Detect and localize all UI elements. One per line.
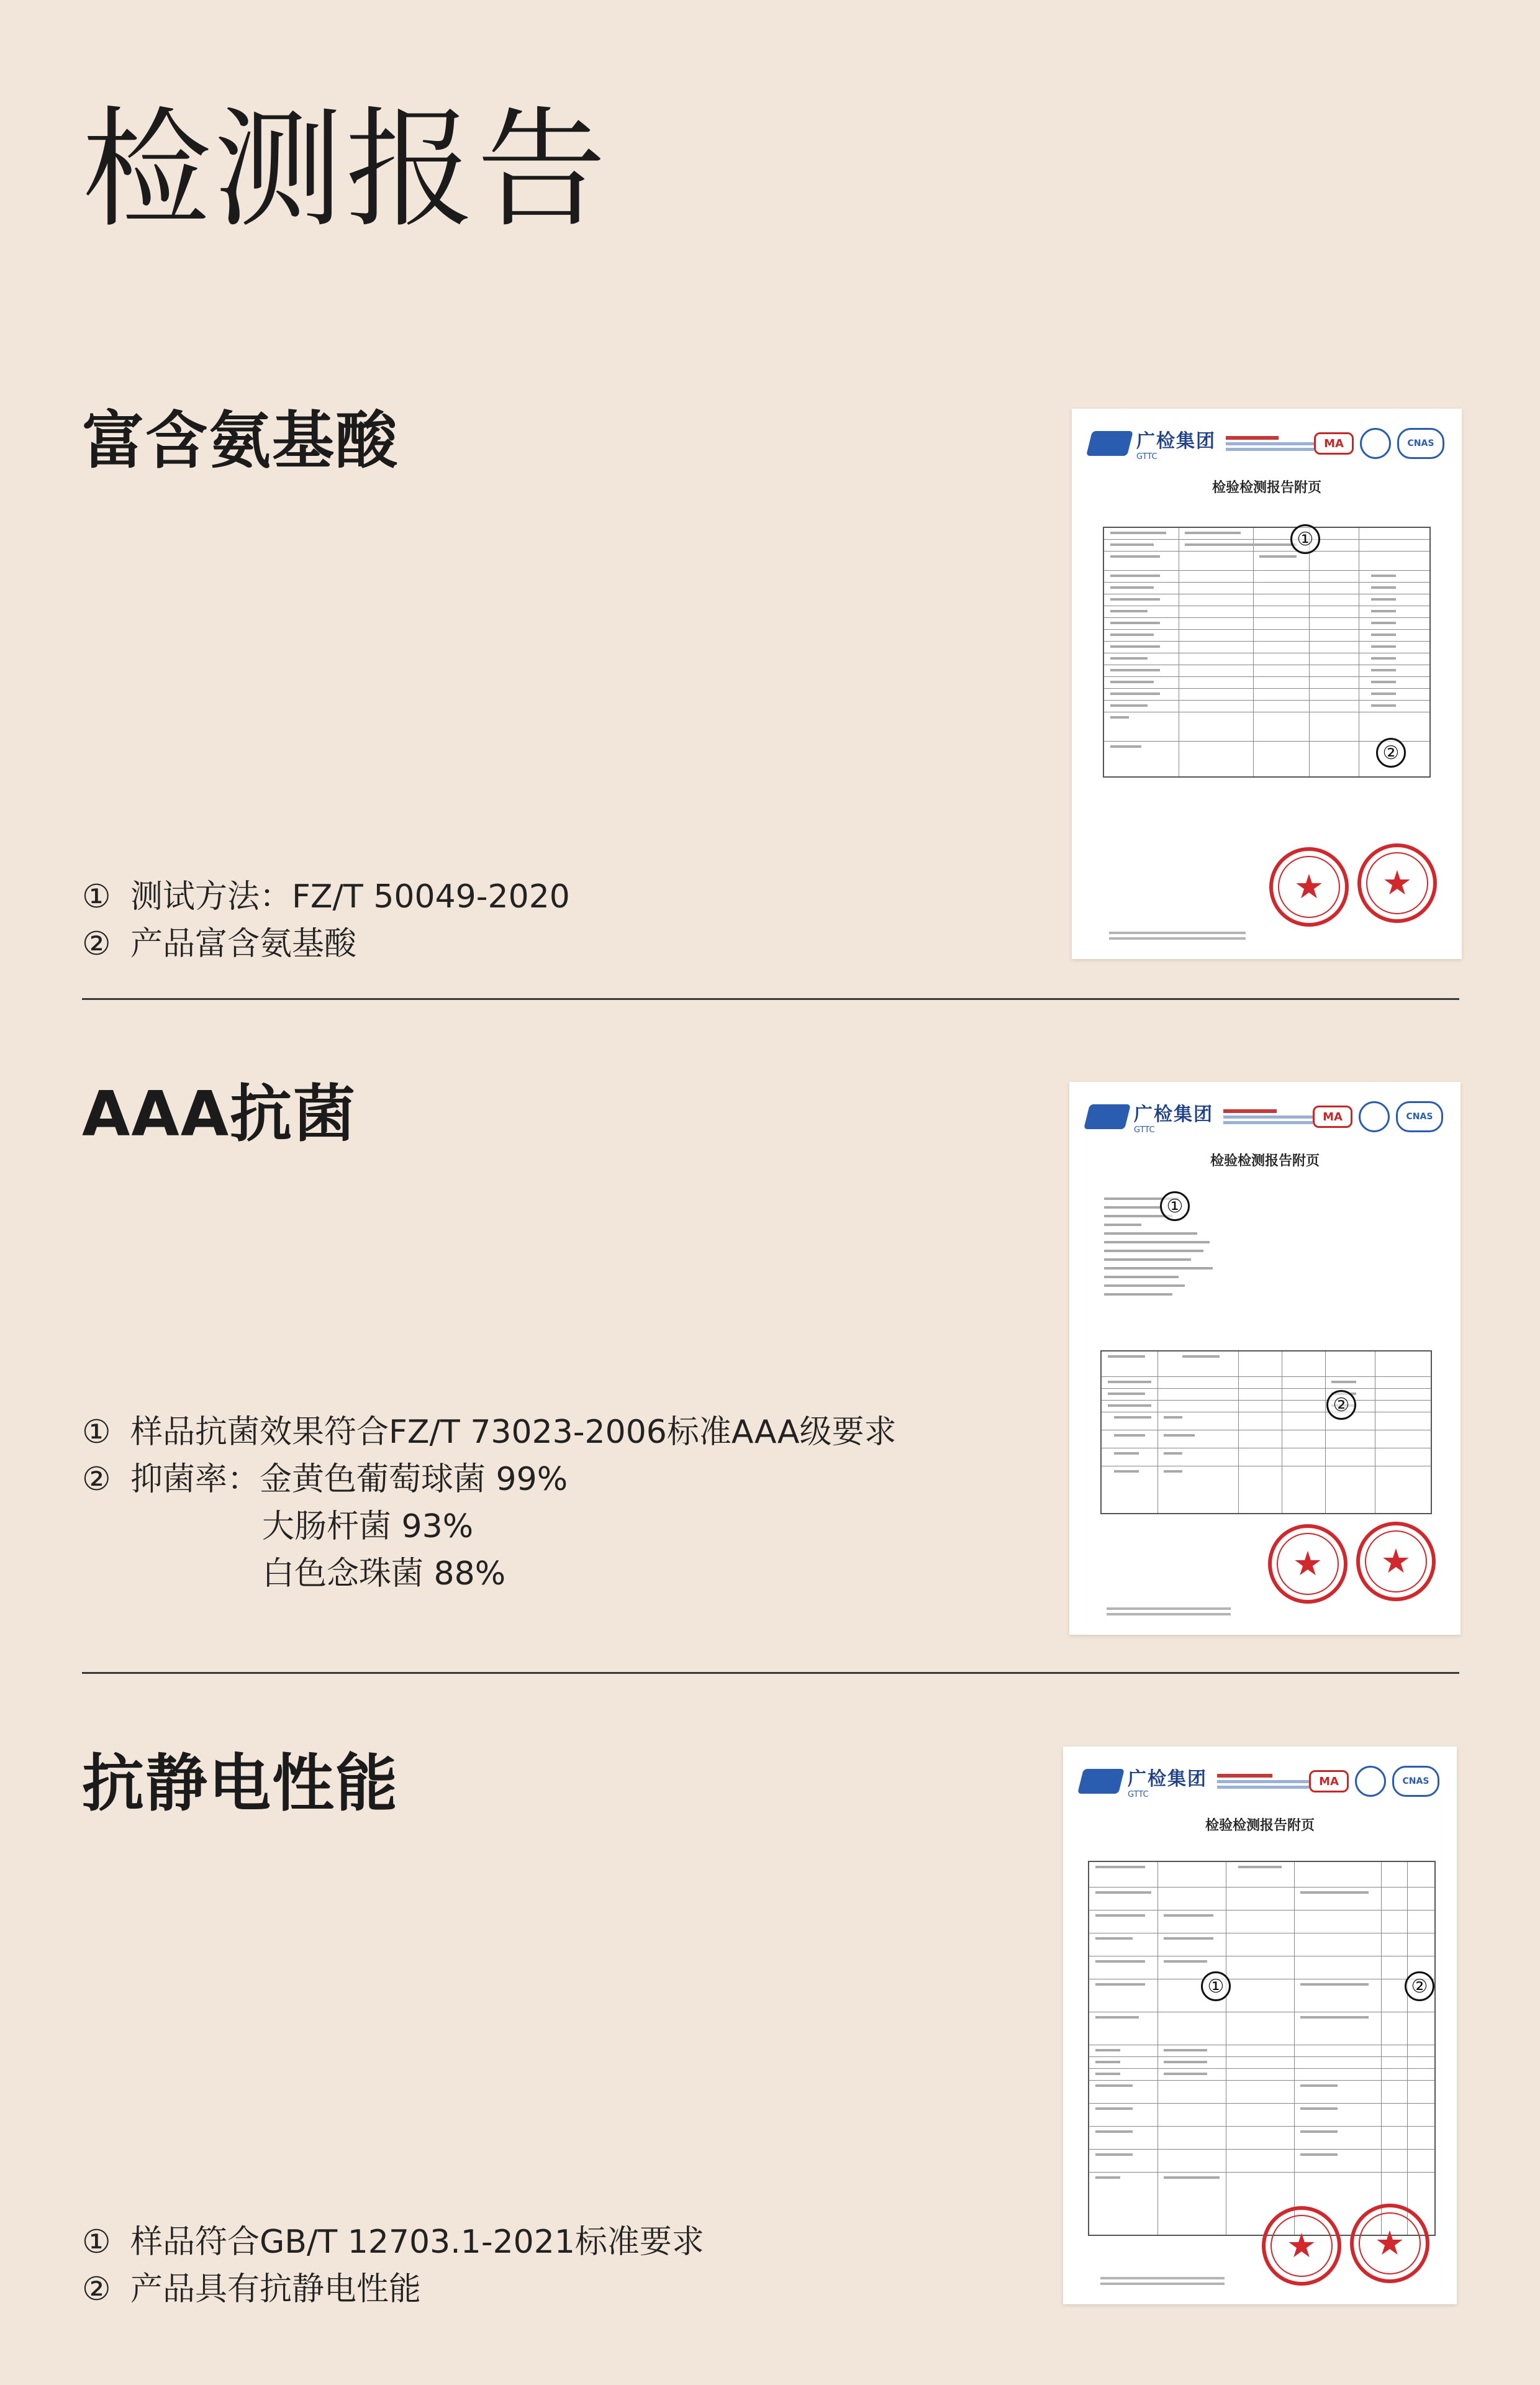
section-notes [82, 1409, 896, 1597]
red-seal-icon: ★ [1356, 1522, 1436, 1601]
note-2-line-2: 大肠杆菌 93% [262, 1508, 474, 1545]
note-1: ① 样品抗菌效果符合FZ/T 73023-2006标准AAA级要求 [82, 1414, 897, 1451]
ilac-badge-icon [1359, 1101, 1390, 1132]
ma-badge-icon: MA [1309, 1770, 1349, 1792]
red-seal-icon: ★ [1262, 2206, 1341, 2286]
certification-badges [1314, 428, 1444, 459]
note-2: ② 产品富含氨基酸 [82, 925, 357, 963]
section-title: 富含氨基酸 [82, 404, 399, 477]
gttc-logo-icon [1086, 431, 1133, 456]
org-address-lines [1226, 434, 1314, 453]
note-2-line-3: 白色念珠菌 88% [262, 1555, 506, 1592]
red-seal-icon: ★ [1357, 843, 1437, 923]
callout-1-icon: ① [1290, 524, 1320, 554]
note-1: ① 测试方法：FZ/T 50049-2020 [82, 878, 570, 915]
note-2: ② 产品具有抗静电性能 [82, 2271, 422, 2308]
section-divider [82, 1672, 1459, 1674]
report-heading: 检验检测报告附页 [1212, 479, 1321, 496]
section-notes [82, 2219, 704, 2313]
gttc-logo-icon [1077, 1769, 1125, 1794]
org-address-lines [1217, 1771, 1309, 1791]
ma-badge-icon: MA [1313, 1106, 1352, 1128]
section-notes [82, 873, 570, 968]
report-table [1103, 527, 1431, 778]
ma-badge-icon: MA [1314, 432, 1354, 455]
report-header [1087, 1097, 1443, 1137]
ilac-badge-icon [1355, 1766, 1386, 1797]
test-report-image [1072, 409, 1462, 959]
callout-2-icon: ② [1376, 738, 1406, 768]
section-title: AAA抗菌 [82, 1078, 357, 1150]
report-header [1080, 1761, 1439, 1801]
test-report-image [1069, 1082, 1461, 1635]
report-header [1089, 424, 1444, 463]
gttc-logo: 广检集团 GTTC [1080, 1763, 1207, 1799]
report-table [1100, 1350, 1432, 1514]
report-heading: 检验检测报告附页 [1210, 1153, 1320, 1169]
red-seal-icon: ★ [1268, 1524, 1348, 1604]
callout-1-icon: ① [1160, 1191, 1190, 1221]
gttc-logo: 广检集团 GTTC [1089, 425, 1216, 461]
ilac-badge-icon [1360, 428, 1391, 459]
page-title: 检测报告 [82, 95, 609, 245]
gttc-logo-icon [1084, 1104, 1131, 1129]
callout-1-icon: ① [1201, 1971, 1231, 2001]
red-seal-icon: ★ [1350, 2204, 1429, 2283]
cnas-badge-icon: CNAS [1396, 1101, 1443, 1132]
test-report-image [1063, 1747, 1457, 2304]
cnas-badge-icon: CNAS [1392, 1766, 1439, 1797]
section-title: 抗静电性能 [82, 1747, 399, 1820]
red-seal-icon: ★ [1269, 847, 1349, 927]
section-divider [82, 998, 1459, 1000]
gttc-logo: 广检集团 GTTC [1087, 1099, 1213, 1135]
report-heading: 检验检测报告附页 [1205, 1817, 1315, 1833]
report-table [1088, 1861, 1436, 2236]
note-2: ② 抑菌率：金黄色葡萄球菌 99% [82, 1461, 568, 1498]
note-1: ① 样品符合GB/T 12703.1-2021标准要求 [82, 2224, 704, 2261]
cnas-badge-icon: CNAS [1397, 428, 1444, 459]
org-address-lines [1223, 1107, 1313, 1127]
callout-2-icon: ② [1405, 1971, 1434, 2001]
certification-badges [1313, 1101, 1443, 1132]
callout-2-icon: ② [1326, 1390, 1356, 1420]
certification-badges [1309, 1766, 1439, 1797]
